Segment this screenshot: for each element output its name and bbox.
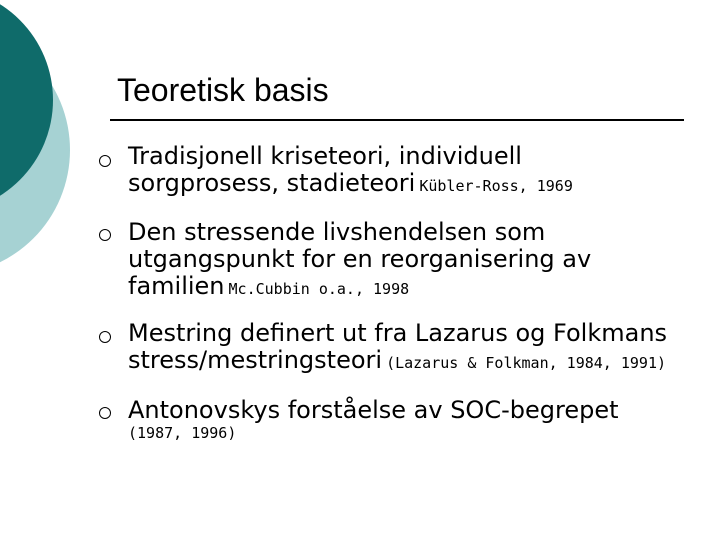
bullet-marker-icon xyxy=(99,331,111,343)
bullet-line: Tradisjonell kriseteori, individuell xyxy=(128,142,522,170)
bullet-line: Den stressende livshendelsen som xyxy=(128,218,546,246)
bullet-text xyxy=(128,397,708,442)
bullet-marker-icon xyxy=(99,155,111,167)
bullet-line: utgangspunkt for en reorganisering av xyxy=(128,245,592,273)
bullet-line xyxy=(128,273,708,303)
title-underline xyxy=(110,119,684,121)
bullet-line-text: familien xyxy=(128,272,225,300)
bullet-marker-icon xyxy=(99,407,111,419)
bullet-marker-icon xyxy=(99,229,111,241)
bullet-line: Antonovskys forståelse av SOC-begrepet xyxy=(128,396,619,424)
bullet-line-text: sorgprosess, stadieteori xyxy=(128,169,416,197)
bullet-text xyxy=(128,320,708,377)
corner-arcs-graphic xyxy=(0,0,90,290)
corner-decoration xyxy=(0,0,90,290)
bullet-line: Mestring definert ut fra Lazarus og Folkmans xyxy=(128,319,668,347)
bullet-citation: Kübler-Ross, 1969 xyxy=(419,177,573,195)
bullet-line xyxy=(128,170,708,200)
bullet-citation: Mc.Cubbin o.a., 1998 xyxy=(228,280,410,298)
bullet-line-text: stress/mestringsteori xyxy=(128,346,383,374)
bullet-line xyxy=(128,347,708,377)
slide-title: Teoretisk basis xyxy=(117,72,329,108)
bullet-citation: (Lazarus & Folkman, 1984, 1991) xyxy=(386,354,667,372)
bullet-text xyxy=(128,219,708,303)
bullet-text xyxy=(128,143,708,200)
bullet-citation: (1987, 1996) xyxy=(128,424,237,442)
